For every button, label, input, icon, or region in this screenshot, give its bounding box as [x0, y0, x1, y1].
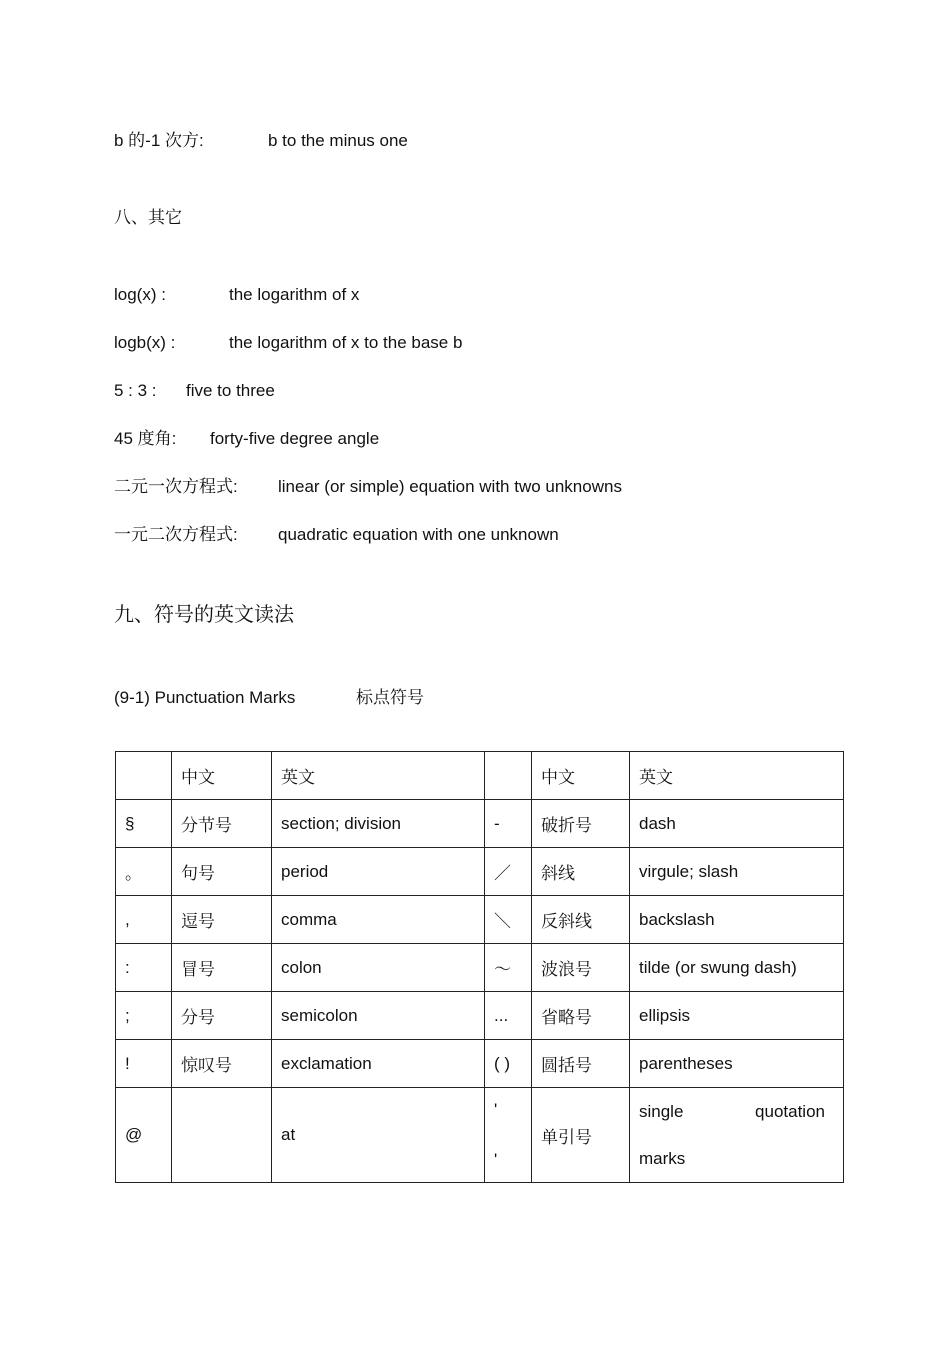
cn-cell: 分节号 — [172, 800, 272, 848]
symbol-cell: - — [485, 800, 532, 848]
symbol-cell: ～ — [485, 944, 532, 992]
section-9-title: 九、符号的英文读法 — [114, 604, 294, 626]
en-cell: tilde (or swung dash) — [630, 944, 844, 992]
cn-cell: 圆括号 — [532, 1040, 630, 1088]
en-word: quotation — [755, 1102, 825, 1121]
en-cell: ellipsis — [630, 992, 844, 1040]
en-cell: exclamation — [272, 1040, 485, 1088]
section-8-title: 八、其它 — [114, 208, 182, 227]
header-cell: 中文 — [172, 752, 272, 800]
other-reading: linear (or simple) equation with two unknowns — [278, 477, 622, 496]
symbol-cell: § — [116, 800, 172, 848]
cn-cell: 省略号 — [532, 992, 630, 1040]
quote-mark-top: ' — [494, 1100, 498, 1119]
en-cell: semicolon — [272, 992, 485, 1040]
punctuation-table — [115, 751, 844, 1183]
other-reading: the logarithm of x to the base b — [229, 333, 463, 352]
quote-mark-bottom: ' — [494, 1150, 498, 1169]
power-term: b 的-1 次方: — [114, 131, 204, 150]
power-reading: b to the minus one — [268, 131, 408, 150]
symbol-cell: ( ) — [485, 1040, 532, 1088]
en-cell: virgule; slash — [630, 848, 844, 896]
other-term: 二元一次方程式: — [114, 477, 238, 496]
symbol-cell: ; — [116, 992, 172, 1040]
subsection-label: (9-1) Punctuation Marks — [114, 688, 296, 707]
other-reading: five to three — [186, 381, 275, 400]
header-cell: 英文 — [272, 752, 485, 800]
other-term: logb(x) : — [114, 333, 176, 352]
other-term: 一元二次方程式: — [114, 525, 238, 544]
en-cell: period — [272, 848, 485, 896]
symbol-cell: ! — [116, 1040, 172, 1088]
cn-cell: 逗号 — [172, 896, 272, 944]
symbol-cell — [485, 1088, 532, 1183]
table-row — [116, 992, 844, 1040]
other-term: log(x) : — [114, 285, 166, 304]
cn-cell: 斜线 — [532, 848, 630, 896]
header-cell: 英文 — [630, 752, 844, 800]
table-row — [116, 896, 844, 944]
cn-cell — [172, 1088, 272, 1183]
other-term: 5 : 3 : — [114, 381, 157, 400]
header-cell — [116, 752, 172, 800]
symbol-cell: ／ — [485, 848, 532, 896]
en-cell: parentheses — [630, 1040, 844, 1088]
en-cell: section; division — [272, 800, 485, 848]
symbol-cell: 。 — [116, 848, 172, 896]
table-header-row — [116, 752, 844, 800]
table-row — [116, 800, 844, 848]
other-reading: forty-five degree angle — [210, 429, 380, 448]
table-row — [116, 1040, 844, 1088]
en-cell: backslash — [630, 896, 844, 944]
en-cell: dash — [630, 800, 844, 848]
en-word: single — [639, 1102, 684, 1121]
cn-cell: 反斜线 — [532, 896, 630, 944]
en-line-1 — [639, 1088, 825, 1135]
en-cell: at — [272, 1088, 485, 1183]
symbol-cell: ＼ — [485, 896, 532, 944]
en-cell: comma — [272, 896, 485, 944]
subsection-cn: 标点符号 — [356, 688, 424, 707]
table-row — [116, 944, 844, 992]
symbol-cell: @ — [116, 1088, 172, 1183]
en-cell: colon — [272, 944, 485, 992]
cn-cell: 惊叹号 — [172, 1040, 272, 1088]
cn-cell: 单引号 — [532, 1088, 630, 1183]
cn-cell: 破折号 — [532, 800, 630, 848]
other-reading: quadratic equation with one unknown — [278, 525, 559, 544]
table-row — [116, 1088, 844, 1183]
symbol-cell: ... — [485, 992, 532, 1040]
cn-cell: 分号 — [172, 992, 272, 1040]
single-quote-stack — [494, 1100, 531, 1170]
en-cell — [630, 1088, 844, 1183]
symbol-cell: : — [116, 944, 172, 992]
cn-cell: 冒号 — [172, 944, 272, 992]
other-reading: the logarithm of x — [229, 285, 360, 304]
other-term: 45 度角: — [114, 429, 177, 448]
header-cell — [485, 752, 532, 800]
table-row — [116, 848, 844, 896]
cn-cell: 句号 — [172, 848, 272, 896]
header-cell: 中文 — [532, 752, 630, 800]
symbol-cell: , — [116, 896, 172, 944]
en-line-2: marks — [639, 1149, 686, 1168]
cn-cell: 波浪号 — [532, 944, 630, 992]
